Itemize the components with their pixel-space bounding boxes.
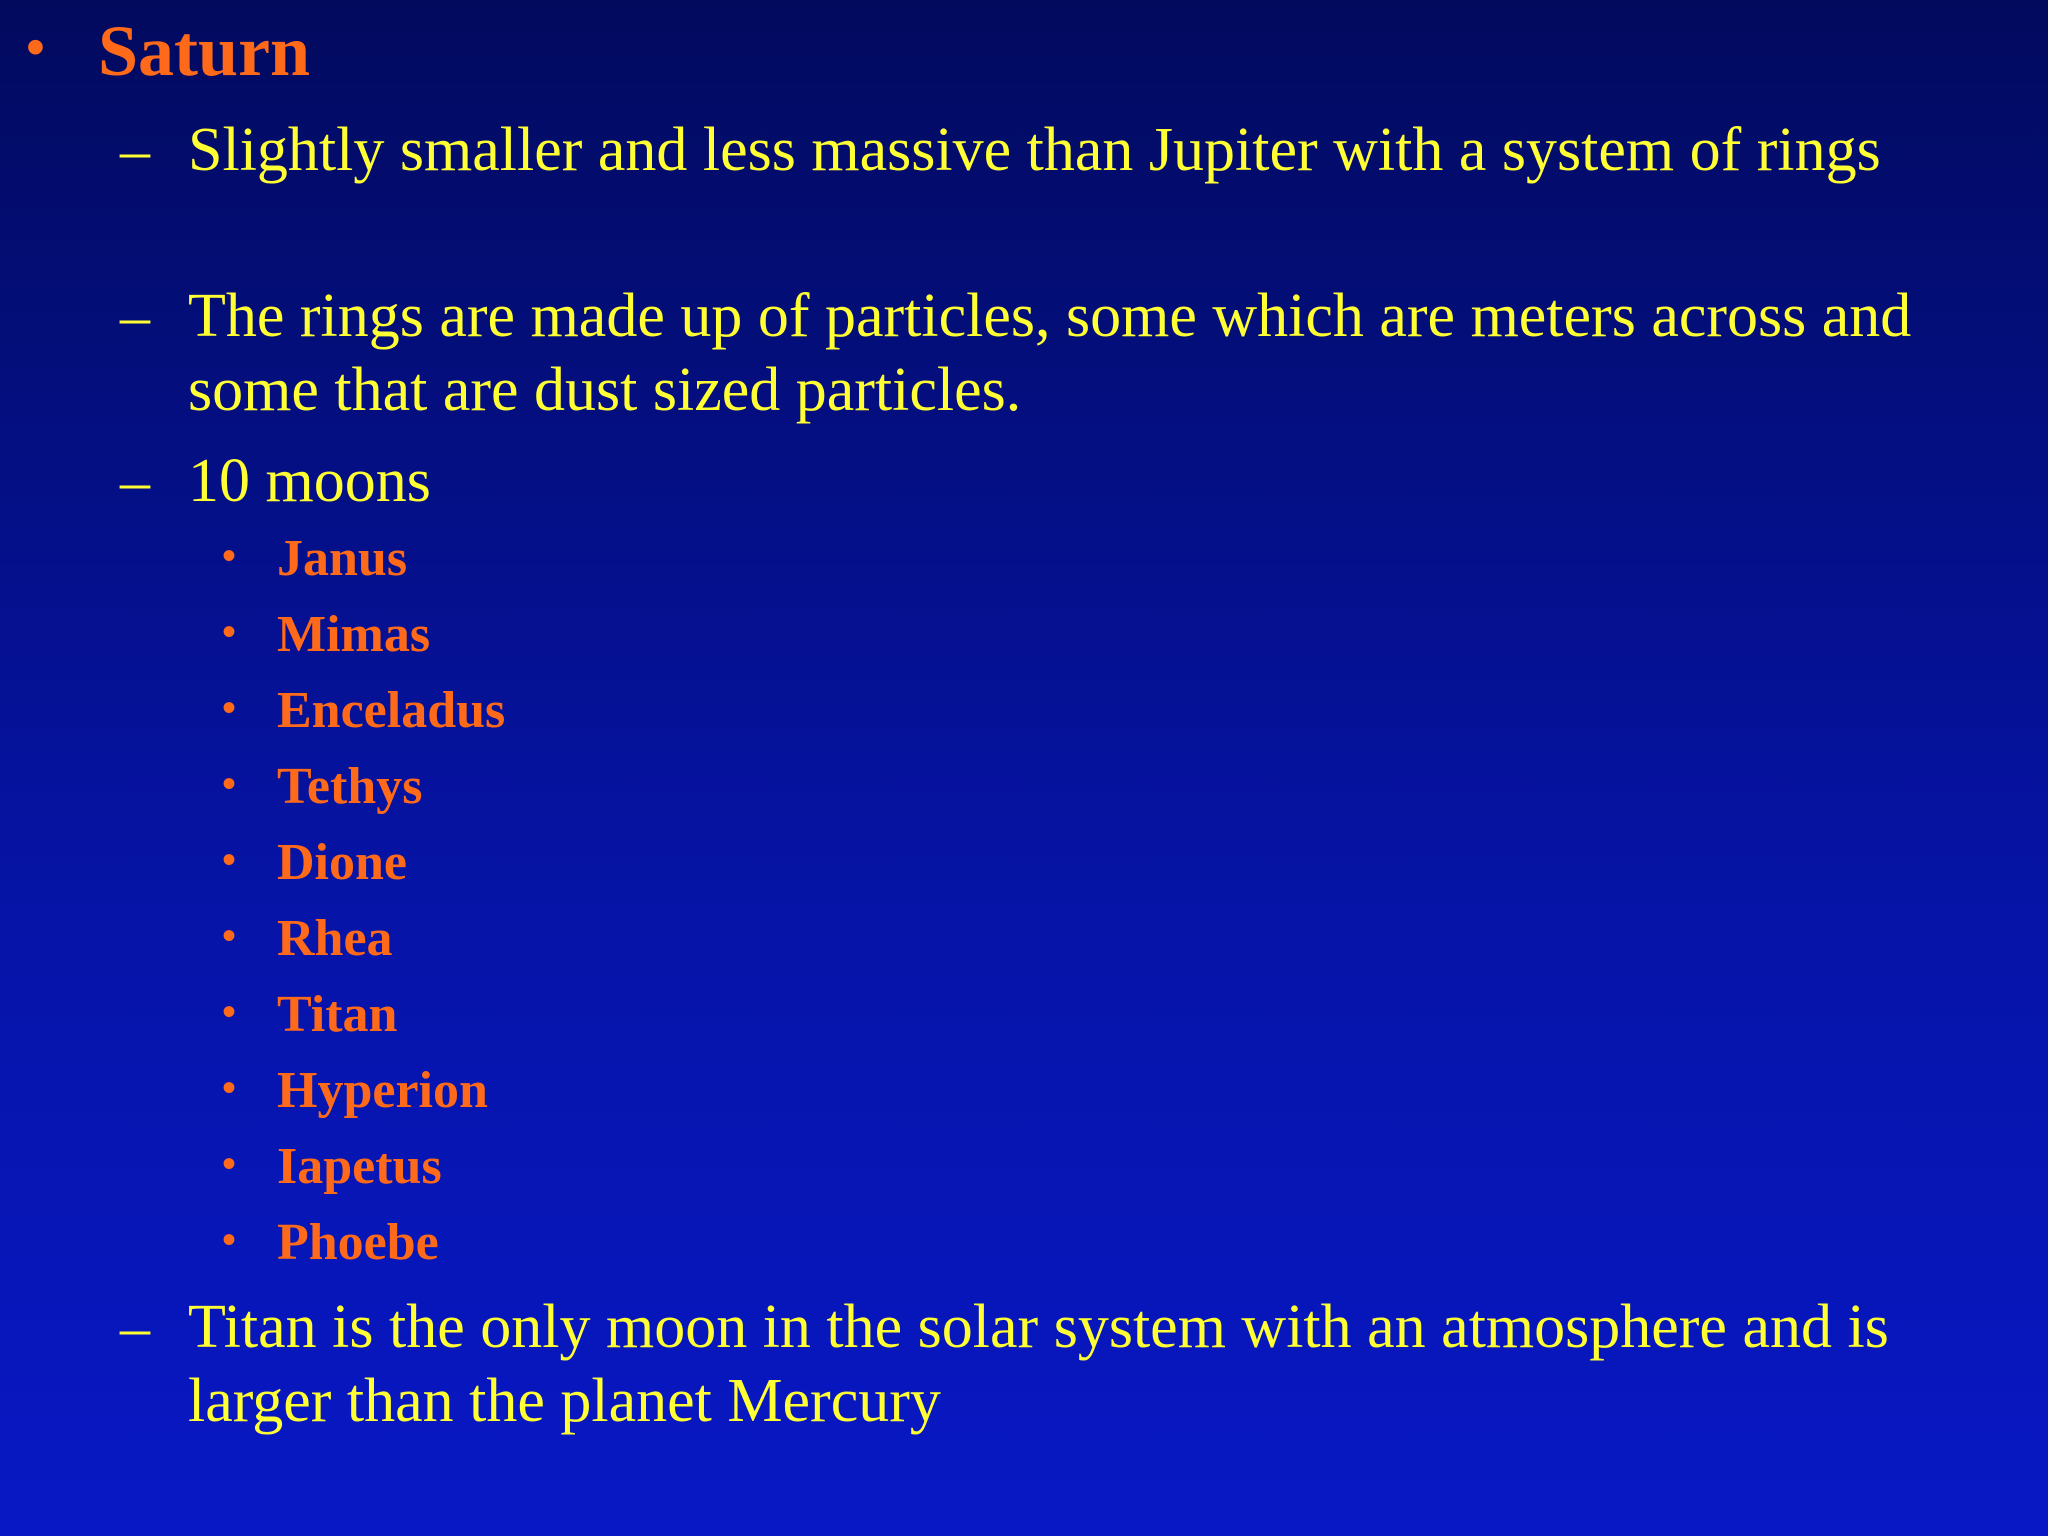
moon-name: Phoebe <box>277 1214 439 1271</box>
point-text: 10 moons <box>188 447 431 515</box>
point-moon-count <box>0 444 2048 520</box>
point-text: The rings are made up of particles, some which are meters across and some that are dust sized particles. <box>188 282 1912 424</box>
moon-name: Enceladus <box>277 682 506 739</box>
moon-name: Dione <box>277 834 407 891</box>
dash-marker: – <box>120 117 150 183</box>
moon-bullet: • <box>222 533 237 578</box>
moon-item-mimas <box>0 606 2048 676</box>
heading-row <box>0 6 2048 96</box>
moon-bullet: • <box>222 685 237 730</box>
moon-item-dione <box>0 834 2048 904</box>
heading-bullet: • <box>26 17 45 77</box>
moon-item-rhea <box>0 910 2048 980</box>
moon-name: Janus <box>277 530 408 587</box>
moon-item-iapetus <box>0 1138 2048 1208</box>
moon-item-enceladus <box>0 682 2048 752</box>
point-rings-intro <box>0 113 2048 263</box>
moon-item-phoebe <box>0 1214 2048 1284</box>
moon-item-janus <box>0 530 2048 600</box>
moon-bullet: • <box>222 1217 237 1262</box>
moon-name: Iapetus <box>277 1138 442 1195</box>
moon-item-hyperion <box>0 1062 2048 1132</box>
slide-heading: Saturn <box>98 11 311 91</box>
moon-bullet: • <box>222 609 237 654</box>
moon-name: Rhea <box>277 910 393 967</box>
point-text: Slightly smaller and less massive than Jupiter with a system of rings <box>188 116 1881 184</box>
moon-item-tethys <box>0 758 2048 828</box>
point-text: Titan is the only moon in the solar system with an atmosphere and is larger than the planet Mercury <box>188 1293 1889 1435</box>
moon-name: Tethys <box>277 758 423 815</box>
moon-name: Titan <box>277 986 398 1043</box>
moon-name: Mimas <box>277 606 431 663</box>
dash-marker: – <box>120 1294 150 1360</box>
point-ring-particles <box>0 279 2048 429</box>
moon-bullet: • <box>222 761 237 806</box>
moon-bullet: • <box>222 837 237 882</box>
moon-bullet: • <box>222 989 237 1034</box>
moon-bullet: • <box>222 913 237 958</box>
moon-bullet: • <box>222 1141 237 1186</box>
point-titan-atmosphere <box>0 1290 2048 1440</box>
moon-item-titan <box>0 986 2048 1056</box>
moon-bullet: • <box>222 1065 237 1110</box>
dash-marker: – <box>120 283 150 349</box>
dash-marker: – <box>120 448 150 514</box>
moon-name: Hyperion <box>277 1062 488 1119</box>
